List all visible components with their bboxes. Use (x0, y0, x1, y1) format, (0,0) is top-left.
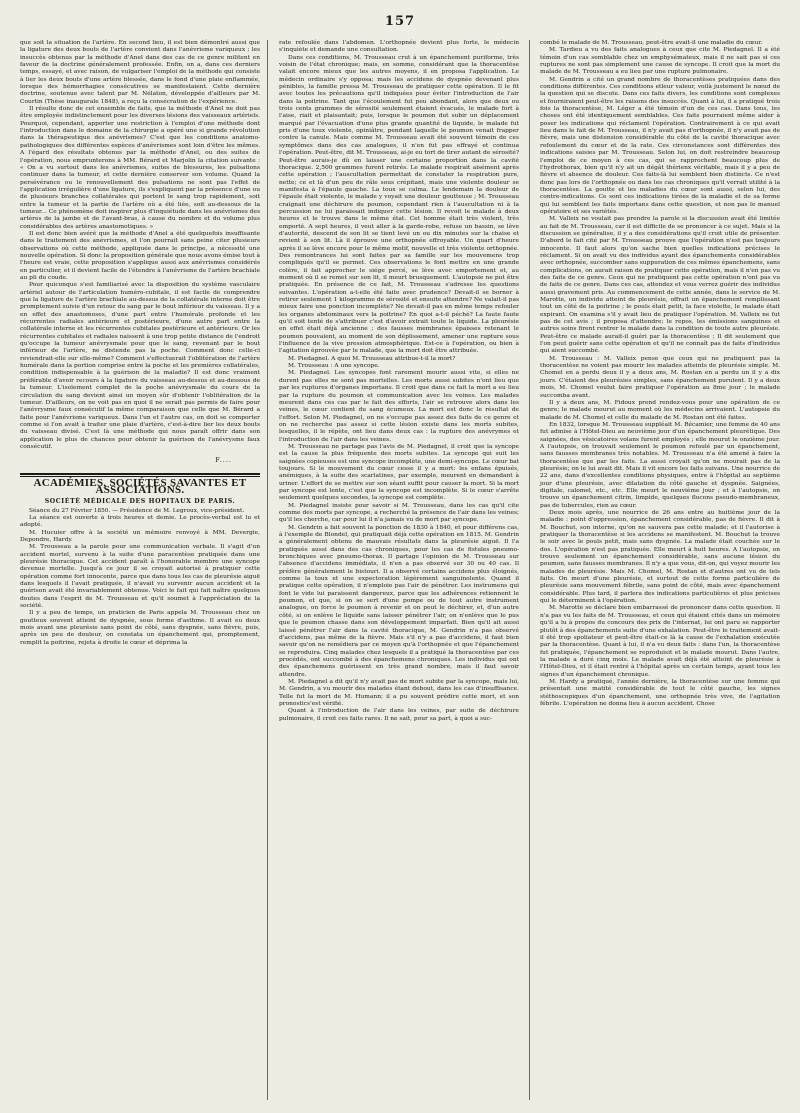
section-rule (20, 473, 260, 477)
column-1 (20, 40, 260, 647)
paragraph: M. Marotte se déclare bien embarrassé de prononcer dans cette question. Il n'a pas vu les faits de M. Trousseau, et ceux qui étaient cités dans un mémoire qu'il a lu à propos du concours des prix de l'internat, lui ont paru se rapporter plutôt à des épanchements suite d'une exhalation. Peut-être le traitement avait-il été trop spoliateur et peut-être était-ce là la cause de l'exhalation exécutée par la thoracentèse. Quant à lui, il n'a vu deux faits : dans l'un, la thoracentèse fut pratiquée, l'épanchement se reproduisit et le malade mourut. Dans l'autre, la malade a duré cinq mois. Le malade avait déjà été atteint de pleurésie à l'Hôtel-Dieu, et il était rentré à l'hôpital après un certain temps, ayant tous les signes d'un épanchement chronique. (540, 605, 780, 678)
page-number: 157 (384, 14, 416, 29)
column-divider (267, 40, 268, 1100)
paragraph: M. Gendrin a cité un grand nombre de thoracentèses pratiquées dans des conditions différentes. Ces conditions etleur valeur, voilà justement le nœud de la question qui se discute. Dans ces faits divers, les conditions sont complexes et fourniraient peut-être les raisons des insuccès. Quant à lui, il a pratiqué trois fois la thoracentèse, M. Léger a été témoin d'un de ces cas. Dans tous, les choses ont été identiquement semblables. Ces faits pourraient même aider à poser les indications qui réclament l'opération. Contrairement à ce qui avait lieu dans le fait de M. Trousseau, il n'y avait pas d'orthopnée, il n'y avait pas de fièvre, mais une distension considérable du côté de la cavité thoracique avec refoulement du cœur et de la rate. Ces circonstances sont différentes des indications saisies par M. Trousseau. Selon lui, on doit restreindre beaucoup l'emploi de ce moyen à ces cas, qui se rapprochent beaucoup plus de l'hydrothorax, bien qu'il n'y ait un dégât thérienx véritable, mais il y a peu de fièvre et absence de douleur. Ces faits-là lui semblent bien distincts. Ce n'est donc pas lors de l'orthopnée ou dans les cas chroniques qu'il verrait utilité à la thoracentèse. La goutte et les maladies du cœur sont aussi, selon lui, des contre-indications. Ce sont ces indications tirées de la maladie et de sa forme qui lui semblent les faits importans dans cette question, et non pas le manuel opératoire et ses variétés. (540, 76, 780, 215)
paragraph: M. Piedagnel a dit qu'il n'y avait pas de mort subite par la syncope, mais lui, M. Gendrin, a vu mourir des malades étant debout, dans les cas d'insuffisance. Telle fut la mort de M. Humann; il a pu souvent prédire cette mort, et son pronostics'est vérifié. (279, 678, 519, 707)
paragraph: La séance est ouverte à trois heures et demie. Le procès-verbal est lu et adopté. (20, 514, 260, 529)
column-3 (540, 40, 780, 708)
section-title: ACADÉMIES, SOCIÉTÉS SAVANTES ET ASSOCIATIONS. (33, 476, 247, 496)
paragraph: En 1832, lorsque M. Trousseau suppléait M. Récamier, une femme de 40 ans fut admise à l'Hôtel-Dieu au neuvième jour d'un épanchement pleurétique. Des saignées, des vésicatoires volans furent employés ; elle mourut le onzième jour. A l'autopsie, on trouvait seulement le poumon refoulé par un épanchement, sans fausses membranes très notables. M. Trousseau n'a été amené à faire la thoracentèse que par les faits. La aussi croyait qu'on ne mourait pas de la pleurésie; on le lui avait dit. Mais il vit encore les faits suivans. Une nourrice de 22 ans, dans d'excellentes conditions physiques, entre à l'hôpital au septième jour d'une pleurésie, avec dilatation du côté gauche et dyspnée. Saignées, digitale, calomel, etc., etc. Elle meurt le neuvième jour ; et à l'autopsie, on trouve un épanchement citrin, limpide, quelques flocons pseudo-membraneux, pas de tubercules, rien au cœur. (540, 421, 780, 509)
paragraph: Deux mois après, une nourrice de 26 ans entre au huitième jour de la maladie : point d'oppression, épanchement considérable, pas de fièvre. Il dit à M. Bouchut, son interne, qu'on ne sauvera pas cette malade; et il l'autorise à pratiquer la thoracentèse si les accidens se manifestent. M. Bouchut la trouve le soir avec le pouls petit, mais sans dyspnée. La malade était couchée sur le dos. L'opération n'est pas pratiquée. Elle meurt à huit heures. A l'autopsie, on trouve seulement un épanchement considérable, sans aucune lésion du poumon, sans fausses membranes. Il n'y a que vous, dit-on, qui voyez mourir les malades de pleurésie. Mais M. Chomel, M. Rostan et d'autres ont vu de tels faits. On meurt d'une pleurésie, et surtout de cette forme particulière de pleurésie sans mouvement fébrile, sans point de côté, mais avec épanchement considérable. Plus tard, il parlera des indications particulières et plus précises qui le déterminent à l'opération. (540, 510, 780, 605)
paragraph: Dans ces conditions, M. Trousseau crut à un épanchement puriforme, très voisin de l'état chronique; mais, en somme, considérant que la thoracentèse valait encore mieux que les autres moyens, il en proposa l'application. Le médecin ordinaire s'y opposa; mais les accidens de dyspnée devenant plus pénibles, la famille pressa M. Trousseau de pratiquer cette opération. Il le fit avec toutes les précautions qu'il indiquées pour éviter l'introduction de l'air dans la poitrine. Tant que l'écoulement fut peu abondant, alors que deux ou trois cents grammes de sérosité seulement étaient évacués, le malade fort à l'aise, riait et plaisantait; puis, lorsque le poumon dut subir un déplacement marqué par l'évacuation d'une plus grande quantité de liquide, le malade fut pris d'une toux violente, opiniâtre, pendant laquelle le poumon venait frapper contre la canule. Mais comme M. Trousseau avait été souvent témoin de ces symptômes dans des cas analogues, il n'en fut pas effrayé et continua l'opération. Peut-être, dit M. Trousseau, ai-je eu tort de tirer autant de sérosité? Peut-être aurais-je dû en laisser une certaine proportion dans la cavité thoracique. 2,500 grammes furent retirés. Le malade respirait aisément après cette opération ; l'auscultation permettait de constater la respiration pure, nette; ce et là d'un peu de râle sous crépitant, mais une violente douleur se manifesta à l'épaule gauche. La toux se calma. Le lendemain la douleur de l'épaule était violente, le malade y voyait une douleur goutteuse ; M. Trousseau craignait une déchirure du poumon, cependant rien à l'auscultation ni à la percussion ne lui paraissait indiquer cette lésion. Il revoit le malade à deux heures et le trouve dans le même état. Cet homme était très violent, très emporté. A sept heures, il veut aller à la garde-robe, refuse un bassin, se lève d'autorité, descend de son lit se tient levé un ou dix minutes sur la chaise et revient à son lit. Là il éprouve une orthopnée effroyable. Un quart d'heure après il se lève encore pour le même motif, nouvelle et très violente orthopnée. Des remontrances lui sont faites par sa famille sur les mouvemens trop compliqués qu'il se permet. Ces observations le font mettre en une grande colère, il fait approcher le siége percé, se lève avec emportement et, au moment où il se remet sur son lit, il meurt brusquement. L'autopsie ne put être pratiquée. En présence de ce fait, M. Trousseau s'adresse les questions suivantes. L'opération a-t-elle été faite avec prudence? Devait-il se borner à retirer seulement 1 kilogramme de sérosité et ensuite attendre? Ne valait-il pas mieux faire une ponction incomplète? Ne devait-il pas en même temps refouler les organes abdominaux vers la poitrine? En quoi a-t-il péché? La faute faute qu'il soit tenté de s'attribuer c'est d'avoir extrait toute le liquide. La pleurésie en effet était déjà ancienne ; des fausses membranes épaisses retenant le poumon pouvaient, au moment de son déplissement, amener une rupture sous l'influence de la vive pression atmosphérique. Est-ce à l'opération, ou bien à l'agitation éprouvée par le malade, que la mort doit être attribuée. (279, 54, 519, 355)
paragraph: Quant à l'introduction de l'air dans les veines, par suite de déchirure pulmonaire, il croit ces faits rares. Il ne sait, pour sa part, à quoi a suc- (279, 708, 519, 722)
paragraph: Il y a deux ans, M. Fidoux prend rendez-vous pour une opération de ce genre; le malade mourut au moment où les médecins arrivaient. L'autopsie du malade de M. Chomel et celle du malade de M. Rostan ont été faites. (540, 399, 780, 421)
paragraph: M. Trousseau : A une syncope. (288, 363, 380, 370)
paragraph: M. Piedagnel insiste pour savoir si M. Trousseau, dans les cas qu'il cite comme des morts par syncope, a recherché la présence de l'air dans les veines; qu'il les cherche, car pour lui il n'a jamais vu de mort par syncope. (279, 502, 519, 524)
paragraph: M. Gendrin a fait souvent la ponction de 1830 à 1840, et pour différens cas, à l'exemple de Blondel, qui pratiquait déjà cette opération en 1815. M. Gendrin a généralement obtenu de mauvais résultats dans la pleurésie aiguë. Il l'a pratiquée aussi dans des cas chroniques, pour les cas de fistules pneumo-bronchiques avec pneumo-thorax. Il partage l'opinion de M. Trousseau sur l'absence d'accidens immédiats, il n'en a pas observé sur 30 ou 40 cas. Il préfère généralement le bistouri. Il a observé certains accidens plus éloignés, comme la toux et une expectoration légèrement sanguinolente. Quand il pratique cette opération, il n'emploie pas l'air de pénétrer. Les instrumens qui font le vide lui paraissent dangereux, parce que les adhérences retiennent le poumon, et que, si on se sert d'une pompe ou de tout autre instrument analogue, on force le poumon à revenir et on peut le déchirer, et, d'un autre côté, si on enlève le liquide sans laisser pénétrer l'air, on n'enlève que le pus que le poumon chasse dans son développement imparfait. Bien qu'il ait aussi laissé pénétrer l'air dans la cavité thoracique, M. Gendrin n'a pas observé d'accidens, pas même de la fièvre. Mais s'il n'y a pas d'accidens, il faut bien savoir qu'on ne remédiera par ce moyen qu'à l'orthopnée et que l'épanchement se reproduira. Cinq malades chez lesquels il a pratiqué la thoracentèse par ces procédés, ont succombé à des épanchemens chroniques. Les individus qui ont des épanchemens guérissent en très grand nombre, mais il faut savoir attendre. (279, 524, 519, 678)
paragraph: M. Valleix ne voulait pas prendre la parole si la discussion avait été limitée au fait de M. Trousseau, car il est difficile de se prononcer à ce sujet. Mais si la discussion se généralise, il y a des considérations qu'il croit utile de présenter. D'abord le fait cité par M. Trousseau prouve que l'opération n'est pas toujours innocente. Il faut alors qu'on sache bien quelles indications précises le réclament. Si on avait vu des individus ayant des épanchements considérables avec orthopnée, succomber sans suppuration de ces mêmes épanchemens, sans complications, on aurait raison de pratiquer cette opération, mais il n'en pas vu des faits de ce genre. Ceux qui ne pratiquent pas cette opération n'ont pas vu de faits de ce genre. Dans ces cas, attendez et vous verrez guérir des individus aussi gravement pris. Au commencement de cette année, dans le service de M. Marotte, un individu atteint de pleurésie, offrait un épanchement remplissant tout un côté de la poitrine ; le pouls était petit, la face violette, le malade était expirant. On examina s'il y avait lieu de pratiquer l'opération. M. Valleix ne fut pas de cet avis ; il proposa d'attendre; le repos, les émissions sanguines et autres soins firent rentrer le malade dans la condition de toute autre pleurésie. Peut-être ce malade aurait-il guéri par la thoracentèse ; Il dit seulement que l'on peut guérir sans cette opération et qu'il ne connaît pas de faits d'individus qui aient succombé. (540, 216, 780, 355)
column-divider (529, 40, 530, 1100)
paragraph: M. Tardieu a vu des faits analogues à ceux que cite M. Piedagnel. Il a été témoin d'un cas semblable chez un emphysémateux, mais il ne sait pas si ces ruptures ne sont pas simplement une cause de syncope. Il croit que la mort du malade de M. Trousseau a eu lieu par une rupture pulmonaire. (540, 47, 780, 76)
paragraph: que soit la situation de l'artère. En second lieu, il est bien démontré aussi que la ligature des deux bouts de l'artère convient dans l'anévrisme variqueux ; les insuccès obtenus par la méthode d'Anel dans des cas de ce genre militent en faveur de la doctrine généralement professée. Enfin, on a, dans ces derniers temps, essayé, et avec raison, de vulgariser l'emploi de la méthode qui consiste à lier les deux bouts d'une artère blessée, dans le fond d'une plaie enflammée, lorsque des hémorrhagies consécutives se manifestaient. Cette dernière doctrine, soutenue avec talent par M. Nélaton, développée d'ailleurs par M. Courtin (Thèse inaugurale 1848), a reçu la consécration de l'expérience. (20, 40, 260, 105)
paragraph: Il y a peu de temps, un praticien de Paris appela M. Trousseau chez un goutteux souvent atteint de dyspnée, sous forme d'asthme. Il avait eu deux mois avant une pleurésie sans point de côté, sans dyspnée, sans fièvre, puis, après un peu de douleur, on constata un épanchement qui, promptement, remplit la poitrine, rejeta à droite le cœur et déprima la (20, 610, 260, 646)
paragraph: Il est donc bien avéré que la méthode d'Anel a été quelquefois insuffisante dans le traitement des anévrismes, et l'on pourrait sans peine citer plusieurs observations où cette méthode, appliquée dans le principe, a nécessité une nouvelle opération. Si donc la proposition générale que nous avons émise tout à l'heure est vraie, cette proposition s'applique aussi aux anévrismes considérés en particulier, et il devient facile de l'étendre à l'anévrisme de l'artère brachiale au pli du coude. (20, 230, 260, 281)
column-2 (279, 40, 519, 723)
paragraph: M. Trousseau ne partage pas l'avis de M. Piedagnel, il croit que la syncope est la cause la plus fréquente des morts subites. La syncope qui suit les saignées copieuses est une syncope incomplète, une demi-syncope. Le cœur bat toujours. Si le mouvement du cœur cesse il y a mort: les enfans épuisés, anémiques, à la suite des scarlatines, par exemple, meurent en demandant à uriner. L'effort de se mettre sur son séant suffit pour causer la mort. Si la mort par syncope est lente, c'est que la syncope est incomplète. Si le cœur s'arrête seulement quelques secondes, la syncope est complète. (279, 443, 519, 502)
paragraph: combé le malade de M. Trousseau, peut-être avait-il une maladie du cœur. (540, 40, 763, 46)
paragraph: M. Piedagnel. A quoi M. Trousseau attribue-t-il la mort? (288, 355, 456, 362)
paragraph: M. Piedagnel. Les syncopes font rarement mourir aussi vite, si elles ne durent pas elles ne sont pas mortelles. Les morts aussi subites n'ont lieu que par les ruptures d'organes importans. Il croit que dans ce fait la mort a eu lieu par la rupture du poumon et communication avec les veines. Les malades meurent dans ces cas par le fait des efforts, l'air se retrouve alors dans les veines, le cœur contient du sang écumeux. La mort est donc le résultat de l'effort. Selon M. Piedagnel, on ne s'occupe pas assez des faits de ce genre et on ne recherche pas assez si cette lésion existe dans les morts subites, lesquelles, il le répète, ont lieu dans deux cas : la rupture des anévrymes et l'introduction de l'air dans les veines. (279, 370, 519, 443)
paragraph: Pour quiconque s'est familiarisé avec la disposition du système vasculaire artériel autour de l'articulation huméro-cubitale, il est facile de comprendre que la ligature de l'artère brachiale au-dessus de la collatérale interne doit être promptement suivie d'un retour du sang par le bout inférieur du vaisseau. Il y a en effet des anastomoses, d'une part entre l'humérale profonde et les récurrentes radiales antérieure et postérieure, d'une autre part entre la collatérale interne et les récurrentes cubitales postérieure et antérieure. Or les récurrentes cubitales et radiales naissent à une trop petite distance de l'endroit qu'occupe la tumeur anévrysmale pour que le sang, revenant par le bout inférieur de l'artère, ne distende pas la poche. Comment donc celle-ci reviendrait-elle sur elle-même? Comment s'effectuerait l'oblitération de l'artère humérale dans la portion comprise entre la poche et les premières collatérales, condition indispensable à la guérison de la maladie? Il est donc vraiment préférable d'avoir recours à la ligature du vaisseau au-dessus et au-dessous de la tumeur. L'isolement complet de la poche anévrysmale du cours de la circulation du sang devient ainsi un moyen sûr d'obtenir l'oblitération de la tumeur. D'ailleurs, on ne voit pas en quoi il ne serait pas permis de faire pour l'anévrysme faux consécutif la même comparaison que celle que M. Bérard a faite pour l'anévrisme variqueux. Dans l'un et l'autre cas, on doit se comporter comme si l'on avait à traiter une plaie d'artère, c'est-à-dire lier les deux bouts du vaisseau divisé. C'est là une méthode qui nous paraît offrir dans son application le plus de chances pour obtenir la guérison de l'anévrysme faux consécutif. (20, 282, 260, 450)
society-title: SOCIÉTÉ MÉDICALE DES HOPITAUX DE PARIS. (44, 498, 236, 506)
paragraph: rate refoulée dans l'abdomen. L'orthopnée devient plus forte, le médecin s'inquiète et demande une consultation. (279, 40, 519, 54)
paragraph: M. Trousseau : M. Valleix pense que ceux qui ne pratiquent pas la thoracentèse ne voient pas mourir les malades atteints de pleurésie simple. M. Chomel en a perdu deux il y a deux ans, M. Rostan en a perdu un il y a dix jours. C'étaient des pleurésies simples, sans épanchement purulent. Il y a deux mois, M. Chomel voulut faire pratiquer l'opération au 8me jour ; le malade succomba avant. (540, 355, 780, 399)
paragraph: Il résulte donc de cet ensemble de faits, que la méthode d'Anel ne doit pas être employée indistinctement pour les diverses lésions des vaisseaux artériels. Pourquoi, cependant, apporter une restriction à l'emploi d'une méthode dont l'introduction dans le domaine de la chirurgie a opéré une si grande révolution dans la thérapeutique des anévrismes? C'est que les conditions anatomo-pathologiques des différentes espèces d'anévrismes sont loin d'être les mêmes. A l'égard des résultats obtenus par la méthode d'Anel, ou des suites de l'opération, nous emprunterons à MM. Bérard et Marjolin la citation suivante : « On a vu surtout dans les anévrismes, suites de blessures, les pulsations continuer dans la tumeur, et cette dernière conserver son volume. Quand la persévérance ou le renouvellement des pulsations ne sont pas l'effet de l'application irrégulière d'une ligature, ils s'expliquent par la présence d'une ou de plusieurs branches collatérales qui portent le sang trop rapidement, soit entre la tumeur et la partie de l'artère où a été liée, soit au-dessous de la tumeur... Ce phénomène doit inspirer plus d'inquiétude dans les anévrismes des artères de la jambe et de l'avant-bras, à cause du nombre et du volume plus considérables des artères anastomotiques. » (20, 106, 260, 230)
author-signature: F.... (215, 456, 232, 465)
paragraph: M. Hardy a pratiqué, l'année dernière, la thoracentèse sur une femme qui présentait une matité considérable de tout le côté gauche, les signes stéthoscopiques d'un épanchement, une orthopnée très vive, de l'agitation fébrile. L'opération ne donna lieu à aucun accident. Chose (540, 678, 780, 707)
paragraph: M. Trousseau a la parole pour une communication verbale. Il s'agit d'un accident mortel, survenu à la suite d'une paracentèse pratiquée dans une pleurésie thoracique. Cet accident paraît à l'honorable membre une syncope devenue mortelle. Jusqu'à ce jour il se croyait autorisé à pratiquer cette opération comme fort innocente, parce que dans tous les cas de pleurésie aiguë dans lesquels il l'avait pratiquée, il n'avait vu survenir aucun accident et la guérison avait été invariablement obtenue. Voici le fait qui fait naître quelques doutes dans l'esprit de M. Trousseau et qu'il soumet à l'appréciation de la société. (20, 544, 260, 610)
seance-line: Séance du 27 Février 1850. — Présidence de M. Legroux, vice-président. (29, 507, 245, 514)
paragraph: M. Hucuier offre à la société un mémoire renvoyé à MM. Devergie, Depondre, Hardy. (20, 529, 260, 543)
